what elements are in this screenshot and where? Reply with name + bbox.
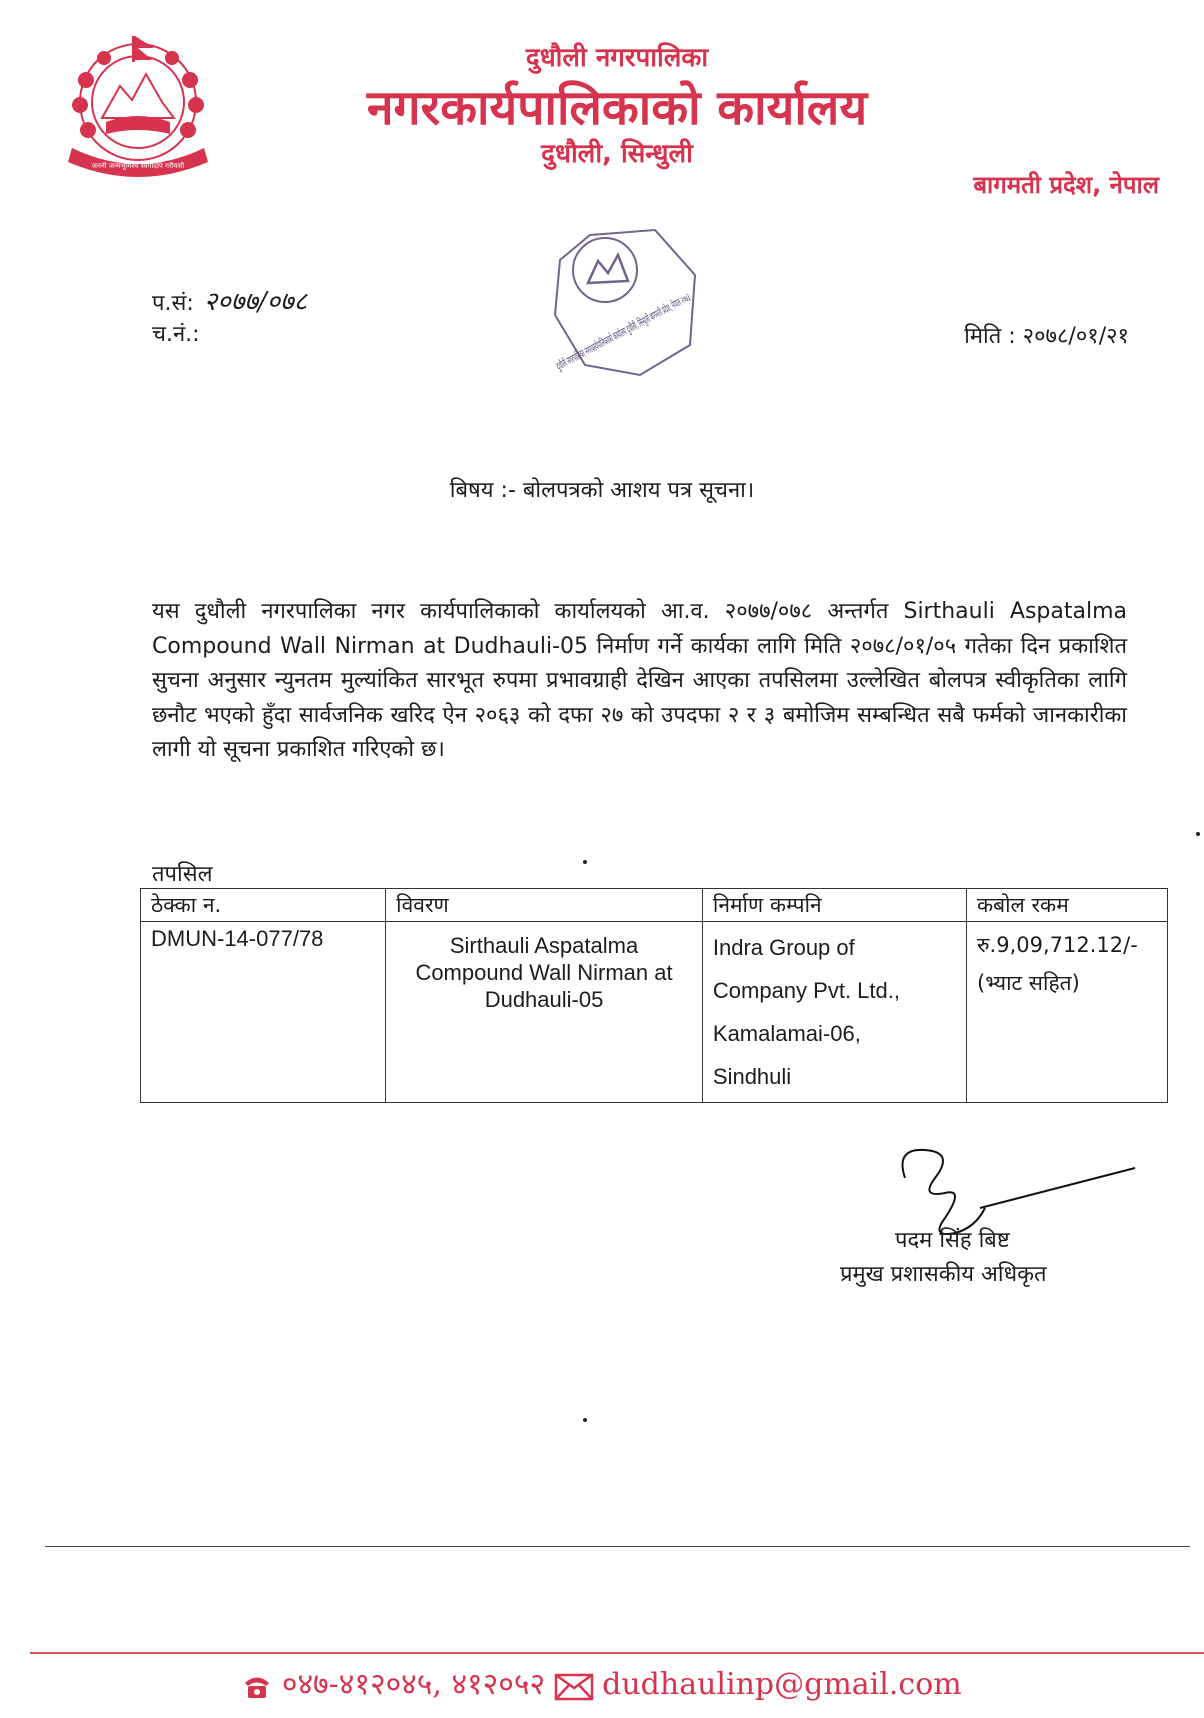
- office-stamp: [530, 185, 892, 385]
- province-label: बागमती प्रदेश, नेपाल: [973, 171, 1159, 199]
- reference-number: [152, 282, 307, 318]
- email-icon: [555, 1674, 593, 1700]
- header-company: निर्माण कम्पनि: [702, 889, 966, 922]
- table-header-row: [141, 889, 1168, 922]
- header-contract-no: ठेक्का न.: [141, 889, 386, 922]
- office-title: नगरकार्यपालिकाको कार्यालय: [366, 80, 868, 136]
- cell-description: [386, 922, 703, 1103]
- subject-line: बिषय :- बोलपत्रको आशय पत्र सूचना।: [449, 478, 755, 503]
- contact-footer: [0, 1662, 1204, 1703]
- ref-value: २०७७/०७८: [203, 287, 308, 317]
- amount-value: रु.9,09,712.12/-: [977, 933, 1138, 957]
- signatory-title: प्रमुख प्रशासकीय अधिकृत: [840, 1262, 1047, 1287]
- table-caption: तपसिल: [152, 862, 213, 887]
- speck: [583, 1418, 587, 1422]
- ref-label: प.सं:: [152, 291, 194, 316]
- amount-note: (भ्याट सहित): [977, 971, 1080, 995]
- header-amount: कबोल रकम: [967, 889, 1168, 922]
- notice-body: यस दुधौली नगरपालिका नगर कार्यपालिकाको कार्यालयको आ.व. २०७७/०७८ अन्तर्गत Sirthauli Aspatalma Compound Wall Nirman at Dudhauli-05 निर्माण गर्ने कार्यका लागि मिति २०७८/०१/०५ गतेका दिन प्रकाशित सुचना अनुसार न्युनतम मुल्यांकित सारभूत रुपमा प्रभावग्राही देखिन आएका तपसिलमा उल्लेखित बोलपत्र स्वीकृतिका लागि छनौट भएको हुँदा सार्वजनिक खरिद ऐन २०६३ को दफा २७ को उपदफा २ र ३ बमोजिम सम्बन्धित सबै फर्मको जानकारीका लागी यो सूचना प्रकाशित गरिएको छ।: [152, 599, 1127, 762]
- municipality-name: दुधौली नगरपालिका: [525, 43, 709, 73]
- company-line: Company Pvt. Ltd.,: [712, 978, 900, 1003]
- stamp-text: दुधौली नगरपालिका नगरकार्यपालिकाको कार्यालय दुधौली, सिन्धुली बागमती प्रदेश, नेपाल २०७३: [554, 185, 892, 373]
- speck: [1196, 832, 1200, 836]
- signatory-name: पदम सिंह बिष्ट: [895, 1228, 1010, 1253]
- company-line: Sindhuli: [712, 1064, 792, 1089]
- handwritten-signature: [885, 1138, 1135, 1278]
- date-value: २०७८/०१/२१: [1022, 324, 1129, 349]
- email-address: dudhaulinp@gmail.com: [602, 1667, 962, 1702]
- speck: [583, 860, 587, 864]
- description-text: Sirthauli Aspatalma Compound Wall Nirman at Dudhauli-05: [415, 933, 673, 1012]
- company-line: Indra Group of: [712, 935, 855, 960]
- date-label: मिति :: [964, 324, 1016, 349]
- cell-company: [702, 922, 966, 1103]
- emblem-motto-text: जननी जन्मभूमिश्च स्वर्गादपि गरीयसी: [91, 162, 185, 170]
- phone-icon: [242, 1674, 272, 1700]
- tender-table: [140, 888, 1168, 1103]
- table-row: [141, 922, 1168, 1103]
- cell-contract-no: DMUN-14-077/78: [141, 922, 386, 1103]
- dispatch-number: च.नं.:: [152, 322, 200, 347]
- cell-amount: [967, 922, 1168, 1103]
- header-description: विवरण: [386, 889, 703, 922]
- footer-red-divider: [30, 1652, 1204, 1654]
- footer-divider: [45, 1546, 1190, 1547]
- phone-numbers: ०४७-४१२०४५, ४१२०५२: [281, 1667, 546, 1702]
- office-location: दुधौली, सिन्धुली: [541, 139, 693, 169]
- company-line: Kamalamai-06,: [712, 1021, 861, 1046]
- letter-date: [964, 320, 1129, 350]
